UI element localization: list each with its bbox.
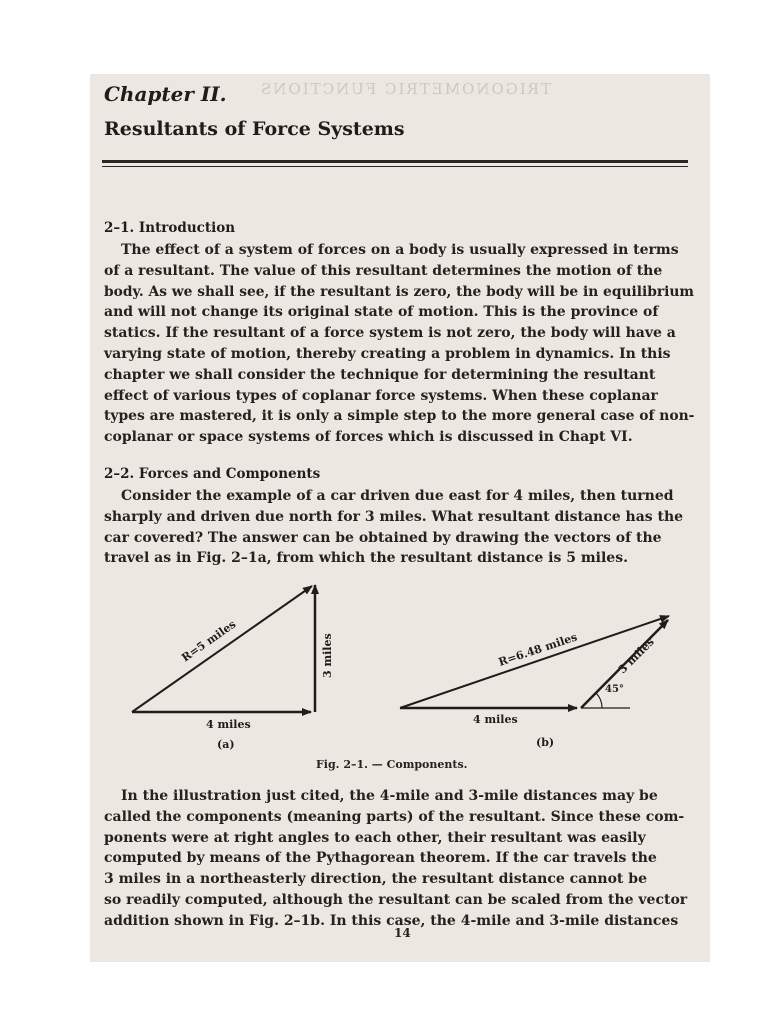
text-line: varying state of motion, thereby creating a problem in dynamics. In this [104,345,671,362]
label-b-base: 4 miles [473,713,518,726]
bleed-through-text: TRIGONOMETRIC FUNCTIONS [259,80,551,98]
label-b-panel: (b) [536,736,555,749]
chapter-title: Resultants of Force Systems [104,118,405,140]
label-b-angle: 45° [605,684,624,695]
paragraph-components [104,786,694,932]
text-line: addition shown in Fig. 2–1b. In this case, the 4-mile and 3-mile distances [104,912,679,929]
text-line: car covered? The answer can be obtained by drawing the vectors of the [104,529,662,546]
label-a-vertical: 3 miles [321,633,334,678]
vector-diagram [90,570,710,760]
vector-a-resultant [132,586,312,712]
text-line: chapter we shall consider the technique for determining the resultant [104,366,656,383]
page-number: 14 [394,926,411,940]
label-a-panel: (a) [217,738,235,751]
header-rule-thin [102,166,688,167]
paragraph-introduction [104,240,694,448]
text-line: called the components (meaning parts) of the resultant. Since these com- [104,808,685,825]
text-line: statics. If the resultant of a force system is not zero, the body will have a [104,325,676,342]
header-rule-thick [102,160,688,163]
chapter-label: Chapter II. [104,82,227,106]
figure-2-1 [90,570,710,760]
text-line: ponents were at right angles to each other, their resultant was easily [104,829,646,846]
text-line: In the illustration just cited, the 4-mile and 3-mile distances may be [121,788,658,804]
text-line: travel as in Fig. 2–1a, from which the resultant distance is 5 miles. [104,550,628,567]
section-heading-forces-components: 2–2. Forces and Components [104,466,321,482]
label-b-resultant: R=6.48 miles [496,630,579,669]
text-line: of a resultant. The value of this resultant determines the motion of the [104,262,663,279]
label-a-resultant: R=5 miles [179,617,239,665]
text-line: effect of various types of coplanar force systems. When these coplanar [104,387,658,404]
text-line: and will not change its original state of motion. This is the province of [104,304,659,321]
text-line: coplanar or space systems of forces which is discussed in Chapt VI. [104,429,633,446]
text-line: computed by means of the Pythagorean theorem. If the car travels the [104,850,657,867]
figure-caption: Fig. 2–1. — Components. [316,758,468,771]
text-line: Consider the example of a car driven due east for 4 miles, then turned [121,488,674,504]
text-line: The effect of a system of forces on a body is usually expressed in terms [121,242,679,258]
section-heading-introduction: 2–1. Introduction [104,220,236,236]
label-b-diagonal: 3 miles [615,635,657,677]
angle-arc-b [596,693,602,708]
text-line: 3 miles in a northeasterly direction, the resultant distance cannot be [104,871,647,888]
text-line: so readily computed, although the resultant can be scaled from the vector [104,891,688,908]
paragraph-forces-components [104,486,694,569]
text-line: types are mastered, it is only a simple step to the more general case of non- [104,408,695,425]
label-a-base: 4 miles [206,718,251,731]
book-page [90,74,710,962]
text-line: body. As we shall see, if the resultant is zero, the body will be in equilibrium [104,283,694,300]
text-line: sharply and driven due north for 3 miles. What resultant distance has the [104,508,684,525]
